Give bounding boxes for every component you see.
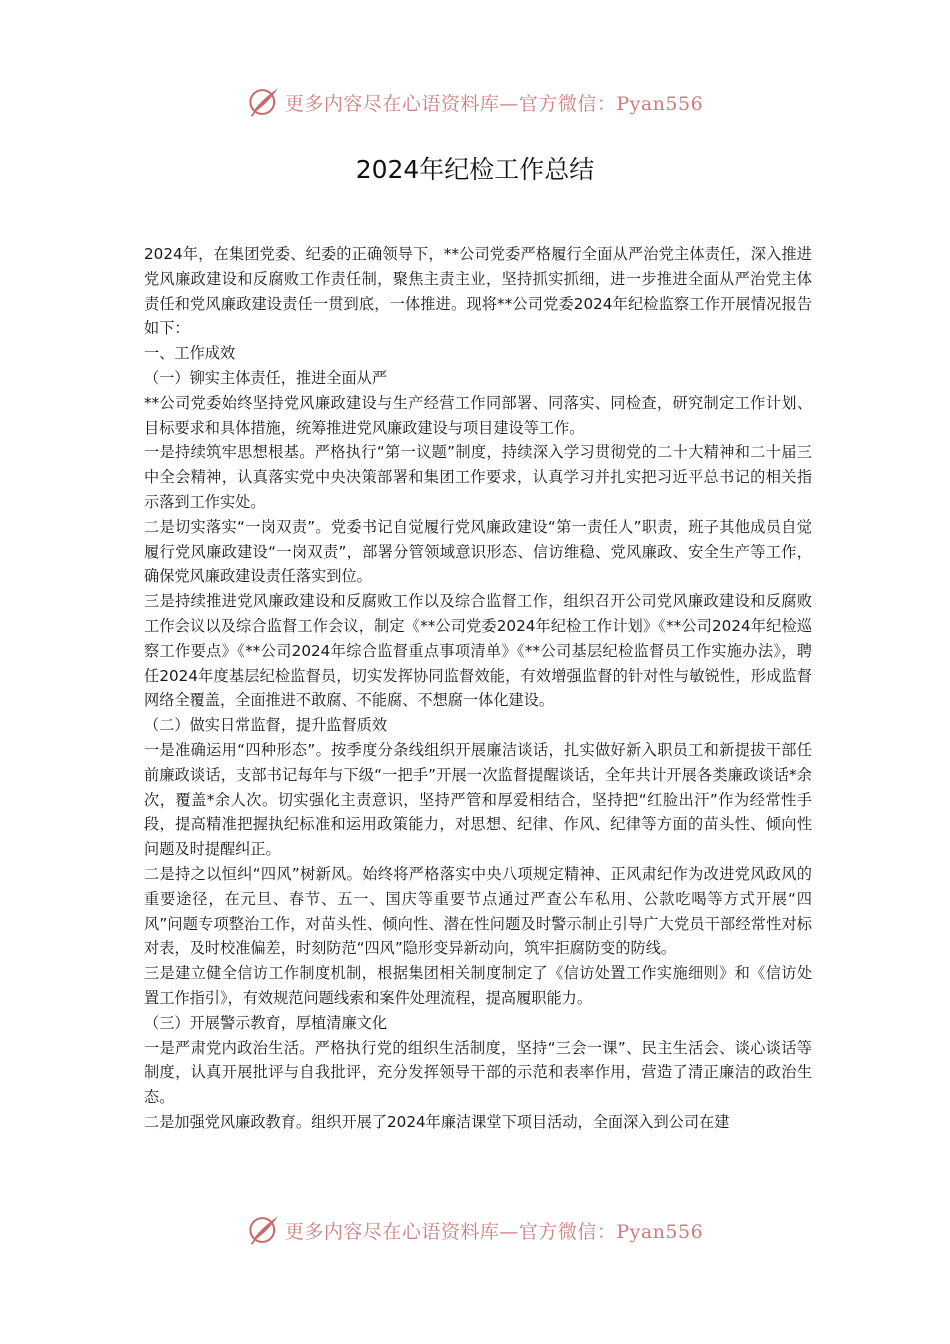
paragraph: 一是准确运用“四种形态”。按季度分条线组织开展廉洁谈话，扎实做好新入职员工和新提拔干部任前廉政谈话，支部书记每年与下级“一把手”开展一次监督提醒谈话，全年共计开展各类廉政谈话*余次，覆盖*余人次。切实强化主责意识，坚持严管和厚爱相结合，坚持把“红脸出汗”作为经常性手段，提高精准把握执纪标准和运用政策能力，对思想、纪律、作风、纪律等方面的苗头性、倾向性问题及时提醒纠正。 [144, 740, 812, 859]
watermark-header [0, 82, 950, 122]
watermark-footer [0, 1210, 950, 1250]
heading-subsection-1: （一）铆实主体责任，推进全面从严 [144, 368, 387, 387]
paragraph: 三是建立健全信访工作制度机制，根据集团相关制度制定了《信访处置工作实施细则》和《信访处置工作指引》，有效规范问题线索和案件处理流程，提高履职能力。 [144, 964, 812, 1007]
heading-subsection-3: （三）开展警示教育，厚植清廉文化 [144, 1013, 387, 1032]
paragraph: 二是加强党风廉政教育。组织开展了2024年廉洁课堂下项目活动，全面深入到公司在建 [144, 1112, 730, 1131]
heading-subsection-2: （二）做实日常监督，提升监督质效 [144, 716, 387, 735]
document-body [144, 242, 812, 1135]
feather-pen-logo-icon [247, 1213, 281, 1247]
paragraph: 一是严肃党内政治生活。严格执行党的组织生活制度，坚持“三会一课”、民主生活会、谈心谈话等制度，认真开展批评与自我批评，充分发挥领导干部的示范和表率作用，营造了清正廉洁的政治生态。 [144, 1038, 812, 1107]
feather-pen-logo-icon [247, 85, 281, 119]
paragraph: 一是持续筑牢思想根基。严格执行“第一议题”制度，持续深入学习贯彻党的二十大精神和二十届三中全会精神，认真落实党中央决策部署和集团工作要求，认真学习并扎实把习近平总书记的相关指示落到工作实处。 [144, 443, 812, 511]
watermark-text: 更多内容尽在心语资料库—官方微信：Pyan556 [284, 1220, 704, 1243]
watermark-text: 更多内容尽在心语资料库—官方微信：Pyan556 [284, 92, 704, 115]
paragraph: 三是持续推进党风廉政建设和反腐败工作以及综合监督工作，组织召开公司党风廉政建设和反腐败工作会议以及综合监督工作会议，制定《**公司党委2024年纪检工作计划》《**公司2024年纪检巡察工作要点》《**公司2024年综合监督重点事项清单》《**公司基层纪检监督员工作实施办法》，聘任2024年度基层纪检监督员，切实发挥协同监督效能，有效增强监督的针对性与敏锐性，形成监督网络全覆盖，全面推进不敢腐、不能腐、不想腐一体化建设。 [144, 592, 812, 710]
heading-section-1: 一、工作成效 [144, 344, 236, 363]
document-title: 2024年纪检工作总结 [355, 155, 595, 184]
paragraph-intro: 2024年，在集团党委、纪委的正确领导下，**公司党委严格履行全面从严治党主体责任，深入推进党风廉政建设和反腐败工作责任制，聚焦主责主业，坚持抓实抓细，进一步推进全面从严治党主体责任和党风廉政建设责任一贯到底，一体推进。现将**公司党委2024年纪检监察工作开展情况报告如下： [144, 245, 812, 338]
paragraph: 二是持之以恒纠“四风”树新风。始终将严格落实中央八项规定精神、正风肃纪作为改进党风政风的重要途径，在元旦、春节、五一、国庆等重要节点通过严查公车私用、公款吃喝等方式开展“四风”问题专项整治工作，对苗头性、倾向性、潜在性问题及时警示制止引导广大党员干部经常性对标对表，及时校准偏差，时刻防范“四风”隐形变异新动向，筑牢拒腐防变的防线。 [144, 864, 812, 958]
paragraph: 二是切实落实“一岗双责”。党委书记自觉履行党风廉政建设“第一责任人”职责，班子其他成员自觉履行党风廉政建设“一岗双责”，部署分管领域意识形态、信访维稳、党风廉政、安全生产等工作，确保党风廉政建设责任落实到位。 [144, 517, 812, 586]
paragraph: **公司党委始终坚持党风廉政建设与生产经营工作同部署、同落实、同检查，研究制定工作计划、目标要求和具体措施，统筹推进党风廉政建设与项目建设等工作。 [144, 393, 812, 437]
